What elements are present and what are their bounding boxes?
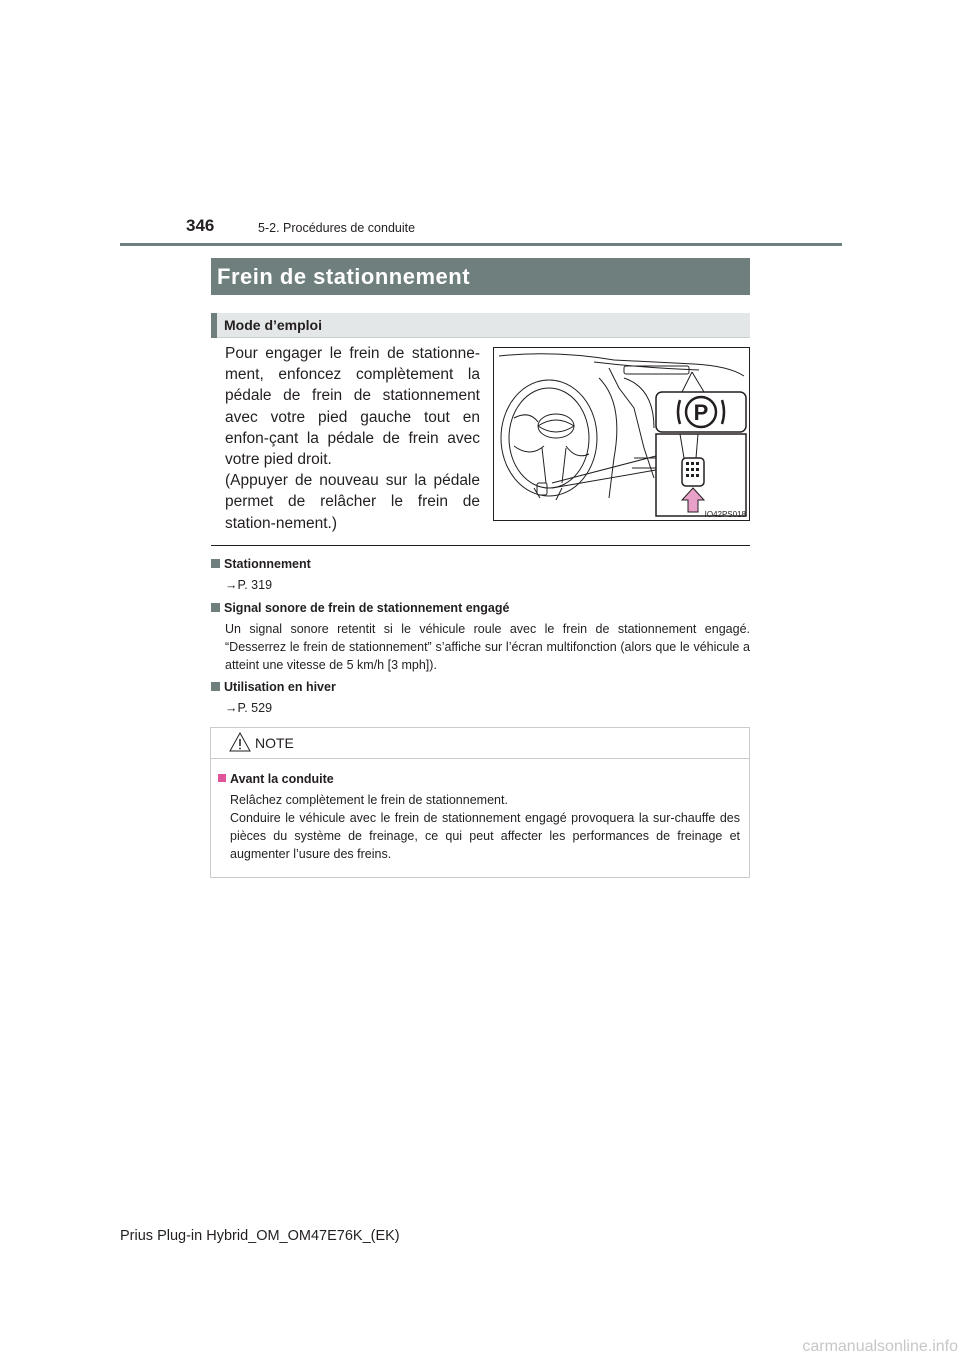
note-heading: Avant la conduite — [230, 772, 334, 786]
item-body: Un signal sonore retentit si le véhicule roule avec le frein de stationnement engagé. “Desserrez le frein de stationnement” s’affiche sur l’écran multifonction (alors que le véhicule a atteint une vitesse de 5 km/h [3 mph]). — [225, 622, 750, 672]
page-title: Frein de stationnement — [211, 258, 750, 295]
parking-brake-illustration — [493, 347, 750, 521]
item-heading: Signal sonore de frein de stationnement engagé — [224, 601, 510, 615]
item-body: →P. 529 — [225, 701, 273, 715]
warning-triangle-icon — [229, 731, 251, 753]
watermark: carmanualsonline.info — [802, 1338, 958, 1355]
square-bullet-icon — [218, 774, 226, 782]
illustration-code: IO42PS018 — [704, 510, 746, 519]
item-signal-sonore — [211, 600, 750, 674]
note-box — [210, 727, 750, 878]
item-heading: Utilisation en hiver — [224, 680, 336, 694]
note-line-1: Relâchez complètement le frein de stationnement. — [230, 793, 508, 807]
square-bullet-icon — [211, 559, 220, 568]
item-stationnement — [211, 556, 750, 594]
header-divider — [120, 243, 842, 246]
footer-document-id: Prius Plug-in Hybrid_OM_OM47E76K_(EK) — [120, 1228, 400, 1244]
subsection-bar — [211, 313, 750, 338]
intro-paragraph-2: (Appuyer de nouveau sur la pédale permet de relâcher le frein de station-nement.) — [225, 472, 480, 532]
subsection-title: Mode d’emploi — [224, 317, 322, 333]
note-header — [211, 728, 749, 759]
page-number: 346 — [186, 216, 215, 235]
intro-paragraph-1: Pour engager le frein de stationne-ment, enfoncez complètement la pédale de frein de stationnement avec votre pied gauche tout en enfon-çant la pédale de frein avec votre pied droit. — [225, 345, 480, 469]
section-reference: 5-2. Procédures de conduite — [258, 221, 416, 235]
square-bullet-icon — [211, 682, 220, 691]
p-symbol: P — [693, 400, 709, 425]
subsection-accent — [211, 313, 217, 338]
intro-text — [225, 343, 480, 534]
section-divider — [211, 545, 750, 546]
square-bullet-icon — [211, 603, 220, 612]
note-label: NOTE — [255, 735, 294, 751]
note-line-2: Conduire le véhicule avec le frein de stationnement engagé provoquera la sur-chauffe des pièces du système de freinage, ce qui peut affecter les performances de freinage et augmenter l’usure des freins. — [230, 811, 740, 861]
item-utilisation-hiver — [211, 679, 750, 717]
dashboard-drawing — [494, 348, 749, 520]
item-body: →P. 319 — [225, 578, 273, 592]
note-item — [218, 771, 740, 863]
item-heading: Stationnement — [224, 557, 311, 571]
